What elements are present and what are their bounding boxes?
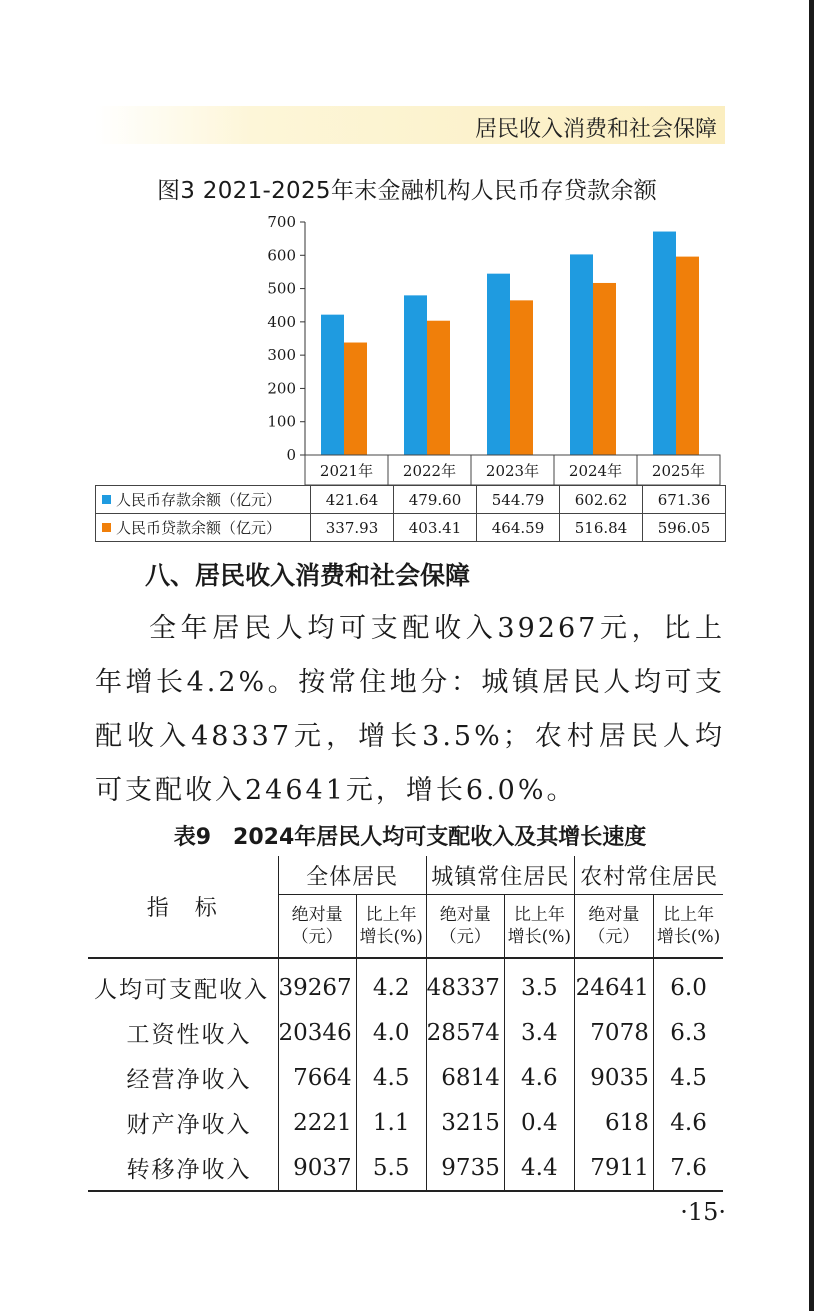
deposit-bar [404, 295, 427, 455]
legend-deposit-swatch [102, 495, 111, 504]
cell-value: 7078 [574, 1010, 653, 1055]
loan-bar [510, 300, 533, 455]
y-tick-label: 0 [286, 446, 296, 464]
y-tick-label: 600 [267, 246, 296, 265]
loan-data-row [96, 514, 726, 542]
x-tick-label: 2022年 [402, 462, 457, 480]
chart-data-table [95, 485, 726, 542]
table-row [88, 958, 723, 1010]
deposit-value-2021: 421.64 [311, 486, 394, 514]
sub-header-abs-line2: （元） [291, 927, 343, 947]
sub-header-abs [278, 895, 356, 959]
cell-value: 28574 [426, 1010, 504, 1055]
figure-title: 图3 2021-2025年末金融机构人民币存贷款余额 [156, 178, 658, 204]
x-tick-label: 2023年 [485, 462, 540, 480]
cell-value: 4.2 [356, 958, 426, 1010]
y-tick-label: 700 [267, 213, 296, 231]
y-tick-label: 100 [267, 412, 296, 431]
cell-value: 4.6 [653, 1100, 723, 1145]
cell-value: 9735 [426, 1145, 504, 1191]
cell-value: 24641 [574, 958, 653, 1010]
deposit-bar [321, 315, 344, 455]
cell-value: 6814 [426, 1055, 504, 1100]
sub-header-growth-line2: 增长(%) [507, 927, 572, 947]
cell-value: 3.4 [504, 1010, 574, 1055]
group-header-all: 全体居民 [278, 856, 426, 895]
x-tick-label: 2025年 [651, 462, 706, 480]
cell-value: 3.5 [504, 958, 574, 1010]
x-tick-label: 2024年 [568, 462, 623, 480]
deposit-value-2022: 479.60 [394, 486, 477, 514]
cell-value: 20346 [278, 1010, 356, 1055]
loan-value-2022: 403.41 [394, 514, 477, 542]
sub-header-abs-line2: （元） [439, 927, 491, 947]
cell-value: 4.4 [504, 1145, 574, 1191]
sub-header-abs-line1: 绝对量 [439, 905, 491, 925]
cell-value: 9035 [574, 1055, 653, 1100]
loan-value-2023: 464.59 [477, 514, 560, 542]
row-label: 财产净收入 [126, 1112, 252, 1138]
row-label: 工资性收入 [126, 1022, 252, 1048]
cell-value: 7.6 [653, 1145, 723, 1191]
sub-header-abs [426, 895, 504, 959]
deposit-bar [570, 254, 593, 455]
deposit-value-2023: 544.79 [477, 486, 560, 514]
row-label: 人均可支配收入 [94, 977, 269, 1003]
legend-deposit-label: 人民币存款余额（亿元） [116, 491, 282, 509]
cell-value: 7911 [574, 1145, 653, 1191]
deposit-loan-bar-chart [0, 0, 814, 490]
table-group-header-row [88, 856, 723, 895]
loan-bar [427, 321, 450, 455]
sub-header-growth-line1: 比上年 [663, 905, 715, 925]
sub-header-growth-line1: 比上年 [513, 905, 565, 925]
section-heading: 八、居民收入消费和社会保障 [145, 561, 471, 590]
y-tick-label: 300 [267, 346, 296, 365]
deposit-data-row [96, 486, 726, 514]
cell-value: 4.5 [356, 1055, 426, 1100]
income-table [88, 856, 723, 1192]
loan-value-2024: 516.84 [560, 514, 643, 542]
y-tick-label: 500 [267, 279, 296, 298]
cell-value: 6.3 [653, 1010, 723, 1055]
table-row [88, 1100, 723, 1145]
y-tick-label: 200 [267, 379, 296, 398]
y-tick-label: 400 [267, 312, 296, 331]
cell-value: 48337 [426, 958, 504, 1010]
cell-value: 7664 [278, 1055, 356, 1100]
loan-value-2025: 596.05 [643, 514, 726, 542]
sub-header-growth [653, 895, 723, 959]
cell-value: 3215 [426, 1100, 504, 1145]
sub-header-abs-line1: 绝对量 [588, 905, 640, 925]
deposit-value-2025: 671.36 [643, 486, 726, 514]
sub-header-abs [574, 895, 653, 959]
table-row [88, 1145, 723, 1191]
table-title: 表9 2024年居民人均可支配收入及其增长速度 [173, 825, 647, 850]
sub-header-abs-line2: （元） [588, 927, 640, 947]
sub-header-growth [356, 895, 426, 959]
sub-header-growth-line1: 比上年 [365, 905, 417, 925]
indicator-header: 指 标 [88, 856, 278, 958]
sub-header-growth [504, 895, 574, 959]
legend-loan [96, 514, 311, 542]
page-number: ·15· [680, 1198, 726, 1226]
group-header-rural: 农村常住居民 [574, 856, 723, 895]
row-label: 转移净收入 [88, 1145, 278, 1191]
loan-bar [593, 283, 616, 455]
deposit-bar [653, 232, 676, 455]
legend-loan-swatch [102, 523, 111, 532]
cell-value: 4.0 [356, 1010, 426, 1055]
sub-header-growth-line2: 增长(%) [359, 927, 423, 947]
deposit-value-2024: 602.62 [560, 486, 643, 514]
deposit-bar [487, 274, 510, 455]
cell-value: 1.1 [356, 1100, 426, 1145]
loan-value-2021: 337.93 [311, 514, 394, 542]
cell-value: 618 [574, 1100, 653, 1145]
body-paragraph: 全年居民人均可支配收入39267元，比上年增长4.2%。按常住地分：城镇居民人均可支配收入48337元，增长3.5%；农村居民人均可支配收入24641元，增长6.0%。 [95, 613, 725, 806]
cell-value: 6.0 [653, 958, 723, 1010]
legend-deposit [96, 486, 311, 514]
x-tick-label: 2021年 [319, 462, 374, 480]
sub-header-growth-line2: 增长(%) [656, 927, 721, 947]
legend-loan-label: 人民币贷款余额（亿元） [116, 519, 282, 537]
cell-value: 4.6 [504, 1055, 574, 1100]
loan-bar [676, 257, 699, 455]
cell-value: 5.5 [356, 1145, 426, 1191]
cell-value: 9037 [278, 1145, 356, 1191]
cell-value: 39267 [278, 958, 356, 1010]
cell-value: 0.4 [504, 1100, 574, 1145]
cell-value: 2221 [278, 1100, 356, 1145]
group-header-urban: 城镇常住居民 [426, 856, 574, 895]
table-row [88, 1010, 723, 1055]
table-row [88, 1055, 723, 1100]
sub-header-abs-line1: 绝对量 [291, 905, 343, 925]
section-header-title: 居民收入消费和社会保障 [474, 117, 717, 142]
row-label: 经营净收入 [126, 1067, 252, 1093]
loan-bar [344, 343, 367, 455]
cell-value: 4.5 [653, 1055, 723, 1100]
